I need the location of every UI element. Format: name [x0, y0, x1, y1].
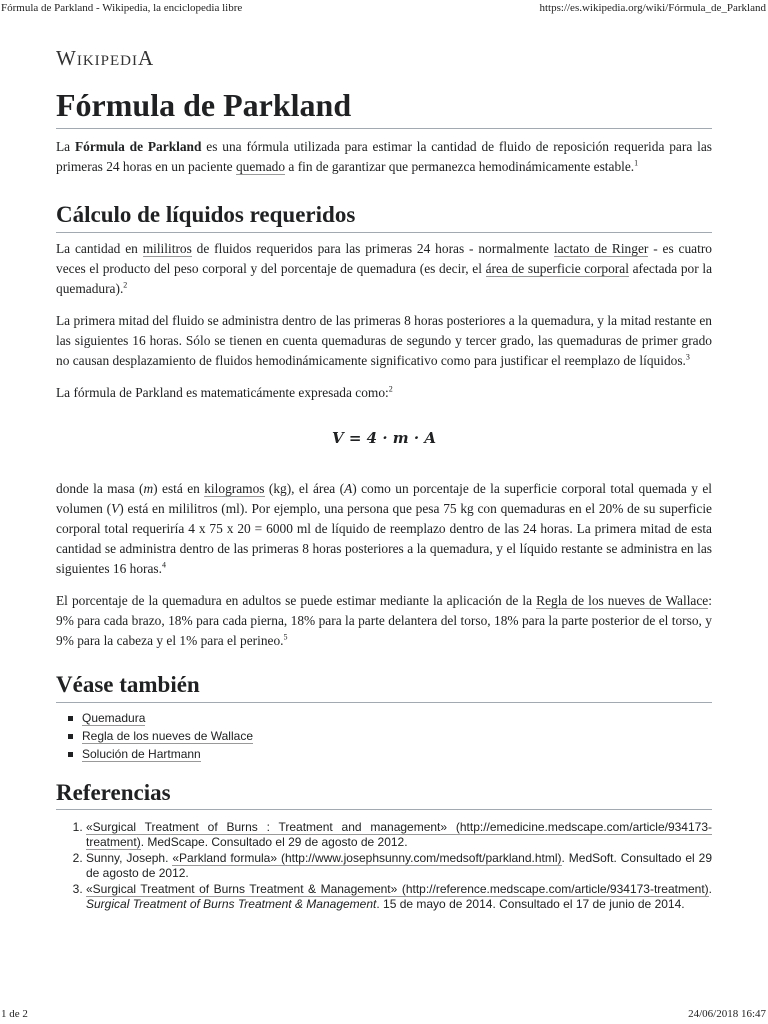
print-header	[0, 2, 768, 16]
list-item	[68, 745, 712, 763]
print-header-url: https://es.wikipedia.org/wiki/Fórmula_de_Parkland	[539, 2, 766, 14]
calculo-paragraph-5: El porcentaje de la quemadura en adultos se puede estimar mediante la aplicación de la Regla de los nueves de Wallace: 9% para cada brazo, 18% para cada pierna, 18% para la parte delantera del torso, 18% para la parte posterior de el torso, y 9% para la cabeza y el 1% para el perineo.$^5$	[56, 592, 712, 648]
link-quemadura[interactable]: Quemadura	[82, 710, 146, 725]
link-regla-wallace[interactable]: Regla de los nueves de Wallace	[82, 728, 253, 743]
link-kilogramos[interactable]: kilogramos	[204, 480, 265, 496]
print-header-title: Fórmula de Parkland - Wikipedia, la enciclopedia libre	[1, 2, 243, 14]
calculo-paragraph-4: donde la masa (m) está en kilogramos (kg), el área (A) como un porcentaje de la superficie corporal total quemada y el volumen (V) está en mililitros (ml). Por ejemplo, una persona que pesa 75 kg con quemaduras en el 20% de su superficie corporal total requeriría 4 x 75 x 20 = 6000 ml de líquido de reemplazo dentro de las 24 horas. La primera mitad de esta cantidad se administra dentro de las primeras 8 horas posteriores a la quemadura, y el líquido restante se administra en las siguientes 16 horas.$^4$	[56, 480, 712, 576]
ref-link-2[interactable]: «Parkland formula» (http://www.josephsunny.com/medsoft/parkland.html)	[172, 851, 562, 866]
wikipedia-logo[interactable]: WikipediA	[56, 46, 155, 70]
link-regla-nueves[interactable]: Regla de los nueves de Wallace	[536, 592, 709, 608]
see-also-list	[56, 709, 712, 763]
link-quemado[interactable]: quemado	[235, 159, 286, 175]
ref-1[interactable]: 1	[634, 158, 639, 168]
article	[56, 46, 712, 913]
heading-referencias: Referencias	[56, 779, 712, 811]
ref-2[interactable]: 2	[123, 280, 128, 290]
list-item	[68, 727, 712, 745]
ref-4[interactable]: 4	[162, 560, 166, 570]
references-list	[56, 820, 712, 912]
calculo-paragraph-2: La primera mitad del fluido se administra dentro de las primeras 8 horas posteriores a la quemadura, y la mitad restante en las siguientes 16 horas. Sólo se tienen en cuenta quemaduras de segundo y tercer grado, las quemaduras de primer grado no causan desplazamiento de fluidos hemodinámicamente significativo como para justificar el reemplazo de líquidos.$^3$	[56, 312, 712, 368]
page-title: Fórmula de Parkland	[56, 86, 712, 129]
page-number: 1 de 2	[1, 1008, 28, 1020]
link-solucion-hartmann[interactable]: Solución de Hartmann	[82, 746, 201, 761]
parkland-formula: V = 4 · m · A	[332, 428, 436, 447]
ref-2b[interactable]: 2	[388, 384, 393, 394]
link-mililitros[interactable]: mililitros	[142, 240, 192, 256]
reference-item: 2. Sunny, Joseph. «Parkland formula» (http://www.josephsunny.com/medsoft/parkland.html). MedSoft. Consultado el 29 de agosto de 2012.	[86, 851, 712, 881]
article-subject: Fórmula de Parkland	[74, 139, 202, 155]
heading-vease: Véase también	[56, 671, 712, 703]
ref-link-3[interactable]: «Surgical Treatment of Burns Treatment & Management» (http://reference.medscape.com/article/934173-treatment)	[86, 882, 709, 897]
list-item	[68, 709, 712, 727]
heading-calculo: Cálculo de líquidos requeridos	[56, 201, 712, 233]
calculo-paragraph-3: La fórmula de Parkland es matematicámente expresada como:$^2$	[56, 384, 393, 400]
ref-link-1[interactable]: «Surgical Treatment of Burns : Treatment and management» (http://emedicine.medscape.com/article/934173-treatment)	[86, 820, 712, 850]
print-footer	[0, 1008, 768, 1022]
reference-item: 3. «Surgical Treatment of Burns Treatment & Management» (http://reference.medscape.com/article/934173-treatment). Surgical Treatment of Burns Treatment & Management. 15 de mayo de 2014. Consultado el 17 de junio de 2014.	[86, 882, 712, 912]
ref-5[interactable]: 5	[283, 632, 288, 642]
link-area-superficie[interactable]: área de superficie corporal	[485, 260, 629, 276]
calculo-paragraph-1: La cantidad en mililitros de fluidos requeridos para las primeras 24 horas - normalmente lactato de Ringer - es cuatro veces el producto del peso corporal y del porcentaje de quemadura (es decir, el área de superficie corporal afectada por la quemadura).$^2$	[56, 240, 713, 296]
ref-3[interactable]: 3	[685, 352, 690, 362]
print-timestamp: 24/06/2018 16:47	[688, 1008, 766, 1020]
link-lactato-ringer[interactable]: lactato de Ringer	[553, 240, 649, 256]
intro-paragraph: La Fórmula de Parkland es una fórmula utilizada para estimar la cantidad de fluido de reposición requerida para las primeras 24 horas en un paciente quemado a fin de garantizar que permanezca hemodinámicamente estable.$^1$	[56, 139, 712, 175]
reference-item: 1. «Surgical Treatment of Burns : Treatment and management» (http://emedicine.medscape.com/article/934173-treatment). MedScape. Consultado el 29 de agosto de 2012.	[86, 820, 712, 850]
